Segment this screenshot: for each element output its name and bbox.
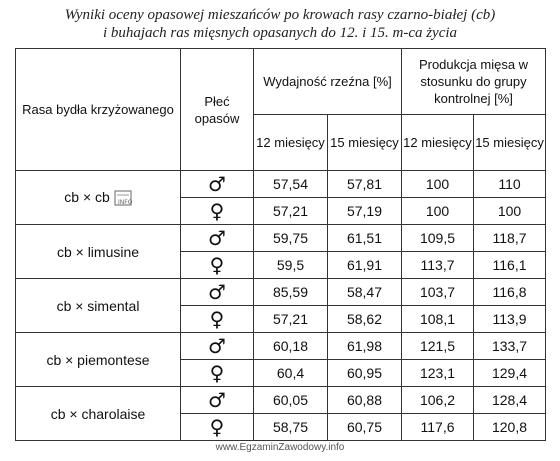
info-icon <box>114 190 132 206</box>
header-production-12: 12 miesięcy <box>402 115 474 171</box>
header-production: Produkcja mięsa w stosunku do grupy kontrolnej [%] <box>402 49 546 115</box>
value-cell: 59,5 <box>254 252 328 279</box>
value-cell: 58,47 <box>328 279 402 306</box>
value-cell: 60,18 <box>254 333 328 360</box>
male-icon: ♂ <box>181 333 254 360</box>
breed-cell: cb × simental <box>16 279 181 333</box>
value-cell: 85,59 <box>254 279 328 306</box>
value-cell: 113,7 <box>402 252 474 279</box>
value-cell: 100 <box>474 198 546 225</box>
value-cell: 61,98 <box>328 333 402 360</box>
value-cell: 60,95 <box>328 360 402 387</box>
value-cell: 121,5 <box>402 333 474 360</box>
title-line-2: i buhajach ras mięsnych opasanych do 12. i 15. m-ca życia <box>102 25 458 41</box>
value-cell: 118,7 <box>474 225 546 252</box>
value-cell: 60,88 <box>328 387 402 414</box>
header-yield: Wydajność rzeźna [%] <box>254 49 402 115</box>
table-row <box>16 333 546 360</box>
breed-label: cb × cb <box>64 188 110 205</box>
female-icon: ♀ <box>181 198 254 225</box>
value-cell: 116,8 <box>474 279 546 306</box>
female-icon: ♀ <box>181 360 254 387</box>
value-cell: 57,81 <box>328 171 402 198</box>
value-cell: 61,91 <box>328 252 402 279</box>
value-cell: 123,1 <box>402 360 474 387</box>
value-cell: 58,62 <box>328 306 402 333</box>
svg-text:INFO: INFO <box>117 199 132 207</box>
female-icon: ♀ <box>181 414 254 441</box>
female-icon: ♀ <box>181 252 254 279</box>
table-row <box>16 171 546 198</box>
value-cell: 109,5 <box>402 225 474 252</box>
value-cell: 57,21 <box>254 198 328 225</box>
value-cell: 60,75 <box>328 414 402 441</box>
male-icon: ♂ <box>181 225 254 252</box>
breed-cell: cb × limusine <box>16 225 181 279</box>
value-cell: 128,4 <box>474 387 546 414</box>
value-cell: 117,6 <box>402 414 474 441</box>
value-cell: 100 <box>402 198 474 225</box>
value-cell: 57,19 <box>328 198 402 225</box>
value-cell: 129,4 <box>474 360 546 387</box>
value-cell: 120,8 <box>474 414 546 441</box>
value-cell: 133,7 <box>474 333 546 360</box>
value-cell: 108,1 <box>402 306 474 333</box>
male-icon: ♂ <box>181 171 254 198</box>
header-yield-12: 12 miesięcy <box>254 115 328 171</box>
table-title <box>0 6 560 42</box>
value-cell: 106,2 <box>402 387 474 414</box>
header-production-15: 15 miesięcy <box>474 115 546 171</box>
title-line-1: Wyniki oceny opasowej mieszańców po krowach rasy czarno-białej (cb) <box>64 7 496 23</box>
table-row <box>16 387 546 414</box>
male-icon: ♂ <box>181 387 254 414</box>
value-cell: 61,51 <box>328 225 402 252</box>
female-icon: ♀ <box>181 306 254 333</box>
breed-cell: cb × piemontese <box>16 333 181 387</box>
value-cell: 100 <box>402 171 474 198</box>
header-breed: Rasa bydła krzyżowanego <box>16 49 181 171</box>
table-row <box>16 225 546 252</box>
value-cell: 57,21 <box>254 306 328 333</box>
male-icon: ♂ <box>181 279 254 306</box>
value-cell: 58,75 <box>254 414 328 441</box>
value-cell: 113,9 <box>474 306 546 333</box>
value-cell: 60,05 <box>254 387 328 414</box>
value-cell: 103,7 <box>402 279 474 306</box>
value-cell: 57,54 <box>254 171 328 198</box>
table-row <box>16 279 546 306</box>
watermark: www.EgzaminZawodowy.info <box>215 442 345 453</box>
value-cell: 59,75 <box>254 225 328 252</box>
header-yield-15: 15 miesięcy <box>328 115 402 171</box>
results-table <box>15 48 546 441</box>
value-cell: 110 <box>474 171 546 198</box>
breed-cell <box>16 171 181 225</box>
value-cell: 60,4 <box>254 360 328 387</box>
value-cell: 116,1 <box>474 252 546 279</box>
header-sex: Płeć opasów <box>181 49 254 171</box>
breed-cell: cb × charolaise <box>16 387 181 441</box>
